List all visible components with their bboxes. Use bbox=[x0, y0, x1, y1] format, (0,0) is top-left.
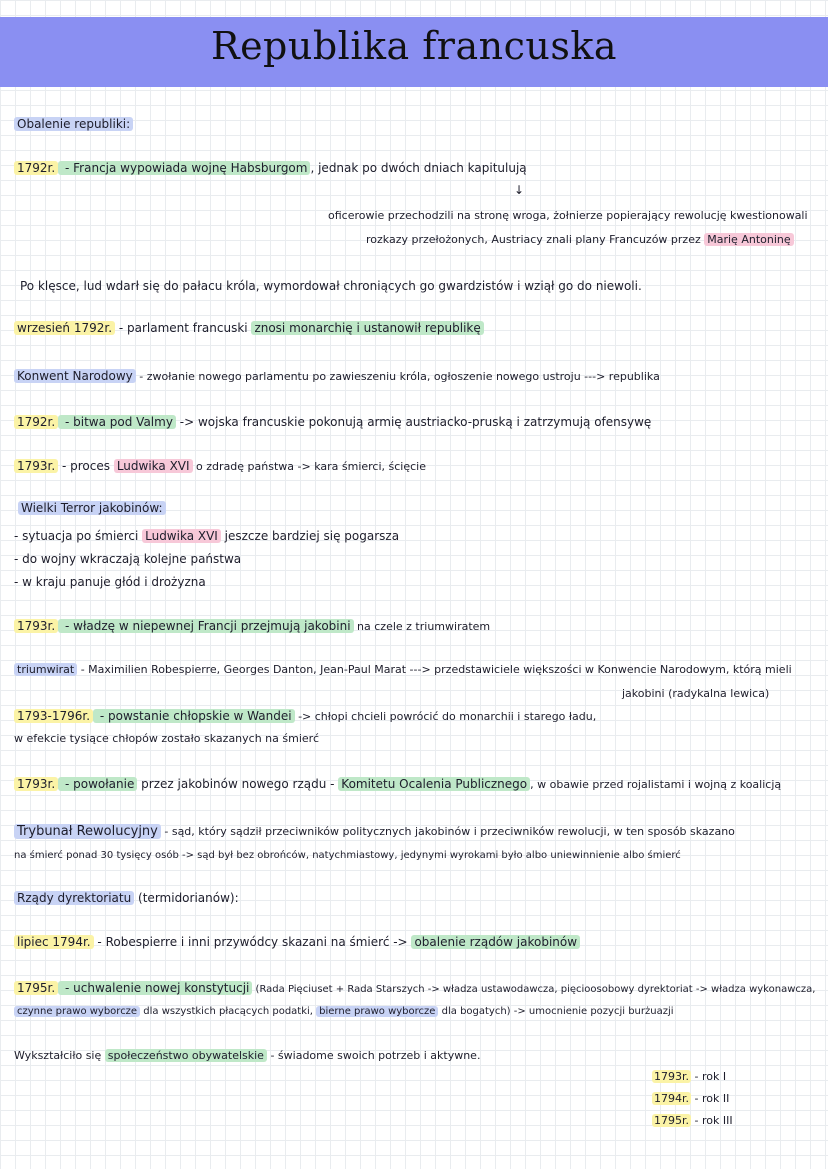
terror-bullet-3: - w kraju panuje głód i drożyzna bbox=[14, 575, 206, 589]
page-title: Republika francuska bbox=[210, 24, 618, 68]
calendar-item: 1794r. - rok II bbox=[654, 1092, 730, 1105]
wandea-line-2: w efekcie tysiące chłopów zostało skazanych na śmierć bbox=[14, 732, 319, 745]
trybunal-line: Trybunał Rewolucyjny - sąd, który sądził przeciwników politycznych jakobinów i przeciwników rewolucji, w ten sposób skazano bbox=[14, 824, 735, 840]
triumwirat-line-2: jakobini (radykalna lewica) bbox=[622, 687, 770, 700]
konstytucja-line-2: czynne prawo wyborcze dla wszystkich płacących podatki, bierne prawo wyborcze dla bogatych) -> umocnienie pozycji burżuazji bbox=[14, 1004, 674, 1020]
war-line: 1792r. - Francja wypowiada wojnę Habsburgom , jednak po dwóch dniach kapitulują bbox=[14, 160, 527, 176]
wandea-line: 1793-1796r. - powstanie chłopskie w Wandei -> chłopi chcieli powrócić do monarchii i starego ładu, bbox=[14, 708, 596, 725]
trybunal-line-2: na śmierć ponad 30 tysięcy osób -> sąd był bez obrońców, natychmiastowy, jedynymi wyrokami było albo uniewinnienie albo śmierć bbox=[14, 850, 681, 861]
triumwirat-line: triumwirat - Maximilien Robespierre, Georges Danton, Jean-Paul Marat ---> przedstawiciele większości w Konwencie Narodowym, którą mieli bbox=[14, 662, 792, 678]
calendar-item: 1795r. - rok III bbox=[654, 1114, 733, 1127]
marie-antoinette: Marię Antoninę bbox=[704, 233, 793, 246]
terror-bullet-1: - sytuacja po śmierci Ludwika XVI jeszcze bardziej się pogarsza bbox=[14, 529, 400, 543]
calendar-item: 1793r. - rok I bbox=[654, 1070, 727, 1083]
konstytucja-line: 1795r. - uchwalenie nowej konstytucji (Rada Pięciuset + Rada Starszych -> władza ustawodawcza, pięcioosobowy dyrektoriat -> władza wykonawcza, bbox=[14, 980, 815, 998]
wladza-line: 1793r. - władzę w niepewnej Francji przejmują jakobini na czele z triumwiratem bbox=[14, 618, 490, 635]
arrow-down: ↓ bbox=[514, 183, 525, 197]
dyrektoriat-heading: Rządy dyrektoriatu (termidorianów): bbox=[14, 890, 239, 906]
spoleczenstwo-line: Wykształciło się społeczeństwo obywatelskie - świadome swoich potrzeb i aktywne. bbox=[14, 1049, 481, 1062]
officers-line-2: rozkazy przełożonych, Austriacy znali plany Francuzów przez Marię Antoninę bbox=[366, 232, 794, 248]
wrzesien-line: wrzesień 1792r. - parlament francuski znosi monarchię i ustanowił republikę bbox=[14, 320, 484, 336]
officers-line-1: oficerowie przechodzili na stronę wroga, żołnierze popierający rewolucję kwestionowali bbox=[328, 209, 808, 222]
lipiec-line: lipiec 1794r. - Robespierre i inni przywódcy skazani na śmierć -> obalenie rządów jakobinów bbox=[14, 934, 580, 950]
terror-bullet-2: - do wojny wkraczają kolejne państwa bbox=[14, 552, 242, 566]
proces-line: 1793r. - proces Ludwika XVI o zdradę państwa -> kara śmierci, ścięcie bbox=[14, 458, 426, 475]
komitet-line: 1793r. - powołanie przez jakobinów nowego rządu - Komitetu Ocalenia Publicznego , w obawie przed rojalistami i wojną z koalicją bbox=[14, 776, 781, 793]
terror-heading: Wielki Terror jakobinów: bbox=[18, 500, 166, 516]
valmy-line: 1792r. - bitwa pod Valmy -> wojska francuskie pokonują armię austriacko-pruską i zatrzymują ofensywę bbox=[14, 414, 651, 430]
obalenie-heading: Obalenie republiki: bbox=[14, 116, 133, 132]
konwent-line: Konwent Narodowy - zwołanie nowego parlamentu po zawieszeniu króla, ogłoszenie nowego ustroju ---> republika bbox=[14, 368, 660, 385]
klesce-line: Po klęsce, lud wdarł się do pałacu króla, wymordował chroniących go gwardzistów i wziął go do niewoli. bbox=[20, 279, 642, 293]
